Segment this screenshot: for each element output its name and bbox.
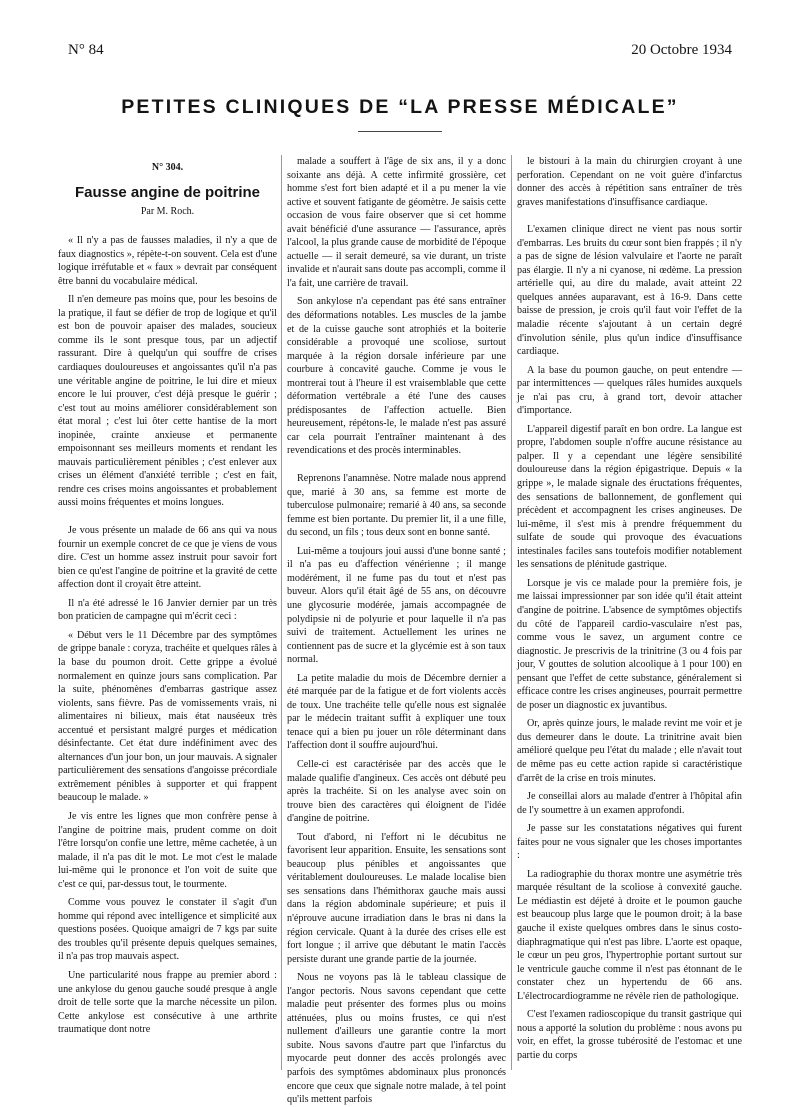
- body-paragraph: Lui-même a toujours joui aussi d'une bonne santé ; il n'a pas eu d'affection vénérienne ; il mange modérément, il ne fume pas du tout et n'est pas buveur. Alors qu'il était âgé de 55 ans, on découvre une glycosurie modérée, jamais accompagnée de polydipsie ni de polyurie et pour laquelle il n'a pas suivi de traitement. Actuellement les urines ne contiennent pas de sucre et la glycémie est à son taux normal.: [287, 545, 506, 666]
- body-paragraph: Comme vous pouvez le constater il s'agit d'un homme qui répond avec intelligence et simplicité aux questions posées. Quoique amaigri de 7 kgs par suite des troubles qu'il présente depuis quelques semaines, il n'a pas trop mauvais aspect.: [58, 897, 277, 963]
- body-paragraph: C'est l'examen radioscopique du transit gastrique qui nous a apporté la solution du problème : nous avons pu voir, en effet, la grosse tubérosité de l'estomac et une partie du corps: [517, 1009, 742, 1061]
- article-title: Fausse angine de poitrine: [74, 183, 261, 201]
- body-paragraph: Il n'en demeure pas moins que, pour les besoins de la pratique, il faut se défier de trop de logique et qu'il est bon de pouvoir apaiser des malades, soucieux comme ils le sont presque tous, par un adjectif rassurant. Dire à quelqu'un qui souffre de crises cardiaques douloureuses et angoissantes qu'il n'a pas une véritable angine de poitrine, le lui dire et mieux encore le lui prouver, c'est déjà presque le guérir ; c'est tout au moins améliorer considérablement son état moral ; c'est lui ôter cette hantise de la mort inopinée, crainte anxieuse et permanente empoisonnant ses meilleurs moments et rendant les mauvais particulièrement pénibles ; c'est enlever aux crises un élément d'anxiété terrible ; c'est en fait, rendre ces crises moins angoissantes et probablement aussi moins fréquentes et moins longues.: [58, 294, 277, 509]
- column-divider: [281, 155, 282, 1070]
- article-author: Par M. Roch.: [140, 205, 195, 217]
- body-paragraph: « Début vers le 11 Décembre par des symptômes de grippe banale : coryza, trachéite et quelques râles à la base du poumon droit. Cette grippe a évolué normalement en quinze jours sans complication. Par la suite, phénomènes d'embarras gastrique assez violents, sans fièvre. Pas de vomissements vrais, ni alimentaires ni bilieux, mais état nauséeux très accentué et persistant malgré purges et médication désinfectante. Cet état dure indéfiniment avec des alternances d'un jour bon, un jour mauvais. A signaler particulièrement des sensations d'angoisse précordiale extrêmement pénibles à supporter et qui frappent beaucoup le malade. »: [58, 629, 277, 804]
- body-paragraph: A la base du poumon gauche, on peut entendre — par intermittences — quelques râles humides auxquels je n'ai pas cru, à grand tort, devoir attacher d'importance.: [517, 364, 742, 417]
- body-paragraph: Je vis entre les lignes que mon confrère pense à l'angine de poitrine mais, prudent comme on doit l'être lorsqu'on confie une lettre, même cachetée, à un malade, il n'a pas dit le mot. Le mot c'est le malade lui-même qui le prononce et l'on voit de suite que c'est ce qui, par-dessus tout, le tourmente.: [58, 810, 277, 890]
- body-paragraph: Reprenons l'anamnèse. Notre malade nous apprend que, marié à 30 ans, sa femme est morte de tuberculose pulmonaire; remarié à 40 ans, sa seconde femme est bien portante. Du premier lit, il a une fille, du second, un fils ; tous deux sont en bonne santé.: [287, 473, 506, 539]
- column-3: [517, 155, 742, 1070]
- article-number: N° 304.: [151, 162, 184, 173]
- body-paragraph: Celle-ci est caractérisée par des accès que le malade qualifie d'angineux. Ces accès ont débuté peu après la trachéite. Si on les analyse avec soin on trouve bien des caractères qui éloignent de l'idée d'angine de poitrine.: [287, 758, 506, 825]
- masthead-rule: [358, 131, 442, 132]
- body-paragraph: Tout d'abord, ni l'effort ni le décubitus ne favorisent leur apparition. Ensuite, les sensations sont beaucoup plus pénibles et angoissantes que véritablement douloureuses. Le malade localise bien ses sensations dans l'hémithorax gauche mais aussi dans la région abdominale supérieure; et puis il n'éprouve aucune irradiation dans le bras ni dans la région cervicale. Quant à la durée des crises elle est fort longue ; il arrive que débutant le matin l'accès persiste durant une grande partie de la journée.: [287, 831, 506, 965]
- issue-date: 20 Octobre 1934: [631, 42, 732, 58]
- body-paragraph: L'appareil digestif paraît en bon ordre. La langue est propre, l'abdomen souple n'offre aucune résistance au palper. Il y a cependant une légère sensibilité douloureuse dans la région épigastrique. Depuis « la grippe », le malade signale des éructations fréquentes, des sensations de ballonnement, de gonflement qui précèdent et accompagnent les crises angineuses. De lui-même, il s'est mis à prendre fréquemment du sulfate de soude qui provoque des évacuations intestinales faciles sans toutefois modifier notablement les sensations de plénitude gastrique.: [517, 423, 742, 571]
- body-paragraph: le bistouri à la main du chirurgien croyant à une perforation. Cependant on ne voit guère d'infarctus donner des accès à répétition sans entraîner de très graves manifestations d'insuffisance cardiaque.: [517, 156, 742, 208]
- section-gap: [287, 463, 506, 472]
- issue-number: N° 84: [68, 42, 104, 58]
- masthead-title: PETITES CLINIQUES DE “LA PRESSE MÉDICALE”: [121, 96, 679, 118]
- body-paragraph: L'examen clinique direct ne vient pas nous sortir d'embarras. Les bruits du cœur sont bien frappés ; il n'y a pas de signe de lésion valvulaire et l'aorte ne paraît pas élargie. Il n'y a ni cyanose, ni œdème. La pression artérielle qui, au dire du malade, avait atteint 22 quelques années auparavant, est à 16-9. Dans cette baisse de pression, je crois qu'il faut voir l'effet de la maladie récente s'ajoutant à un certain degré d'involution sénile, plus qu'un indice d'insuffisance cardiaque.: [517, 224, 742, 358]
- body-paragraph: Nous ne voyons pas là le tableau classique de l'angor pectoris. Nous savons cependant que cette maladie peut présenter des formes plus ou moins atténuées, plus ou moins frustes, ce qui n'est nullement d'ailleurs une garantie contre la mort subite. Nous savons d'autre part que l'infarctus du myocarde peut donner des accès prolongés avec parfois des symptômes abdominaux plus prononcés encore que ceux que signale notre malade, à tel point qu'ils mettent parfois: [287, 972, 506, 1106]
- body-paragraph: Je passe sur les constatations négatives qui furent faites pour ne vous signaler que les choses importantes :: [517, 823, 742, 862]
- body-paragraph: La radiographie du thorax montre une asymétrie très marquée résultant de la scoliose à convexité gauche. Le médiastin est déjeté à droite et le poumon gauche est beaucoup plus large que le poumon droit; à la base gauche il existe quelques ombres dans le sinus costo-diaphragmatique qui n'est pas libre. L'aorte est opaque, le cœur un peu gros, l'hypertrophie portant surtout sur le ventricule gauche comme il n'est pas étonnant de le constater chez un hypertendu de 66 ans. L'électrocardiogramme ne révèle rien de pathologique.: [517, 868, 742, 1002]
- body-paragraph: Je conseillai alors au malade d'entrer à l'hôpital afin de l'y soumettre à un examen approfondi.: [517, 791, 742, 816]
- column-divider: [511, 155, 512, 1070]
- section-gap: [517, 214, 742, 223]
- column-2: [287, 155, 506, 1106]
- body-paragraph: malade a souffert à l'âge de six ans, il y a donc soixante ans déjà. A cette infirmité grossière, cet homme s'est fort bien adapté et il a pu mener la vie active et souvent fatigante de géomètre. Je saisis cette occasion de vous faire observer que si cet homme avait bénéficié d'une assurance — l'assurance, après l'alcool, la plus grande cause de morbidité de l'époque actuelle — il serait demeuré, sa vie durant, un triste invalide et n'aurait sans doute pas accompli, comme il l'a fait, une carrière de travail.: [287, 156, 506, 289]
- body-paragraph: « Il n'y a pas de fausses maladies, il n'y a que de faux diagnostics », répète-t-on souvent. Cela est d'une logique irréfutable et « faux » devrait par conséquent être banni du vocabulaire médical.: [58, 235, 277, 287]
- section-gap: [58, 515, 277, 524]
- column-1: [58, 155, 277, 1070]
- page-header: [68, 42, 732, 64]
- body-paragraph: Lorsque je vis ce malade pour la première fois, je me laissai impressionner par son idée qu'il était atteint d'angine de poitrine. L'absence de symptômes objectifs du côté de l'appareil cardio-vasculaire n'est pas, comme vous le savez, un argument contre ce diagnostic. Je prescrivis de la trinitrine (3 ou 4 fois par jour, V gouttes de solution alcoolique à 1 pour 100) en pensant que l'effet de cette substance, généralement si efficace contre les crises angineuses, pourrait permettre de poser un diagnostic ex juvantibus.: [517, 577, 742, 711]
- body-paragraph: Or, après quinze jours, le malade revint me voir et je dus demeurer dans le doute. La trinitrine avait bien amélioré quelque peu l'état du malade ; elle n'avait tout de même pas eu cette action rapide si caractéristique d'arrêt de la crise en trois minutes.: [517, 718, 742, 784]
- body-paragraph: Je vous présente un malade de 66 ans qui va nous fournir un exemple concret de ce que je viens de vous dire. C'est un homme assez instruit pour savoir fort bien ce qu'est l'angine de poitrine et la gravité de cette affection dont il croyait être atteint.: [58, 525, 277, 591]
- body-paragraph: Une particularité nous frappe au premier abord : une ankylose du genou gauche soudé presque à angle droit de telle sorte que la marche nécessite un pilon. Cette ankylose est consécutive à une arthrite traumatique dont notre: [58, 969, 277, 1036]
- body-paragraph: La petite maladie du mois de Décembre dernier a été marquée par de la fatigue et de fort violents accès de toux. Une trachéite telle qu'elle nous est signalée par le médecin traitant suffit à expliquer une toux tenace qui a bien pu jouer un rôle déterminant dans l'affection dont il souffre aujourd'hui.: [287, 672, 506, 752]
- body-paragraph: Il n'a été adressé le 16 Janvier dernier par un très bon praticien de campagne qui m'écrit ceci :: [58, 597, 277, 623]
- body-paragraph: Son ankylose n'a cependant pas été sans entraîner des déformations notables. Les muscles de la jambe et de la cuisse gauche sont atrophiés et la boiterie considérable a provoqué une scoliose, surtout marquée à la région dorsale inférieure par une courbure à concavité gauche. Comme je vous le montrerai tout à l'heure il est vraisemblable que cette déformation vertébrale a été l'une des causes prédisposantes de l'affection actuelle. Bien heureusement, répétons-le, le malade n'est pas assuré car cela pourrait l'entraîner maintenant à des revendications et des procès interminables.: [287, 296, 506, 457]
